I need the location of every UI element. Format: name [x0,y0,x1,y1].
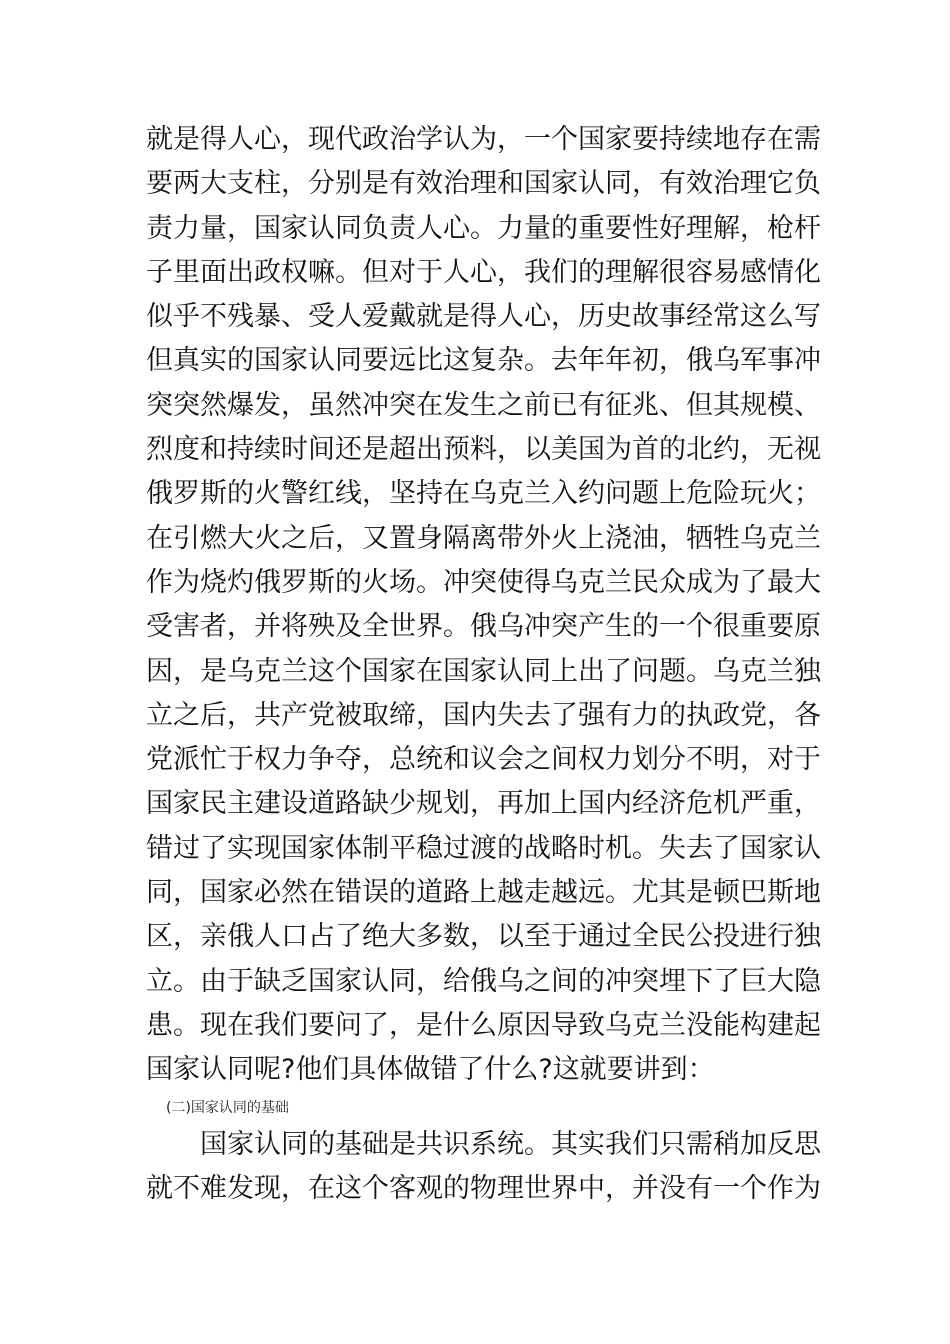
paragraph-line: 受害者，并将殃及全世界。俄乌冲突产生的一个很重要原 [146,611,821,643]
paragraph-line: 俄罗斯的火警红线，坚持在乌克兰入约问题上危险玩火； [146,478,821,510]
paragraph-line: 突突然爆发，虽然冲突在发生之前已有征兆、但其规模、 [146,389,821,421]
paragraph-line: 责力量，国家认同负责人心。力量的重要性好理解，枪杆 [146,212,821,244]
paragraph-line: 同，国家必然在错误的道路上越走越远。尤其是顿巴斯地 [146,877,821,909]
paragraph-line: 国家民主建设道路缺少规划，再加上国内经济危机严重， [146,788,821,820]
paragraph-line: 烈度和持续时间还是超出预料，以美国为首的北约，无视 [146,434,821,466]
paragraph-line: 错过了实现国家体制平稳过渡的战略时机。失去了国家认 [146,832,821,864]
paragraph-line: 国家认同呢?他们具体做错了什么?这就要讲到： [146,1054,715,1086]
paragraph-line: 要两大支柱，分别是有效治理和国家认同，有效治理它负 [146,168,821,200]
paragraph-line: 就是得人心，现代政治学认为，一个国家要持续地存在需 [146,124,821,155]
paragraph-line: 党派忙于权力争夺，总统和议会之间权力划分不明，对于 [146,744,821,776]
paragraph-line: 患。现在我们要问了，是什么原因导致乌克兰没能构建起 [146,1009,821,1041]
paragraph-line: 因，是乌克兰这个国家在国家认同上出了问题。乌克兰独 [146,655,821,687]
paragraph-line: 立。由于缺乏国家认同，给俄乌之间的冲突埋下了巨大隐 [146,965,821,997]
paragraph-line: 就不难发现，在这个客观的物理世界中，并没有一个作为 [146,1172,821,1204]
paragraph-line: 国家认同的基础是共识系统。其实我们只需稍加反思 [200,1128,821,1160]
paragraph-line: 立之后，共产党被取缔，国内失去了强有力的执政党，各 [146,699,821,731]
paragraph-line: 子里面出政权嘛。但对于人心，我们的理解很容易感情化 [146,256,821,288]
body-text [146,118,821,1211]
paragraph-line: 似乎不残暴、受人爱戴就是得人心，历史故事经常这么写 [146,301,821,333]
paragraph-line: 在引燃大火之后，又置身隔离带外火上浇油，牺牲乌克兰 [146,522,821,554]
paragraph-line: 作为烧灼俄罗斯的火场。冲突使得乌克兰民众成为了最大 [146,566,821,598]
paragraph-line: 但真实的国家认同要远比这复杂。去年年初，俄乌军事冲 [146,345,821,377]
section-subheading: (二)国家认同的基础 [166,1099,289,1116]
paragraph-line: 区，亲俄人口占了绝大多数，以至于通过全民公投进行独 [146,921,821,953]
